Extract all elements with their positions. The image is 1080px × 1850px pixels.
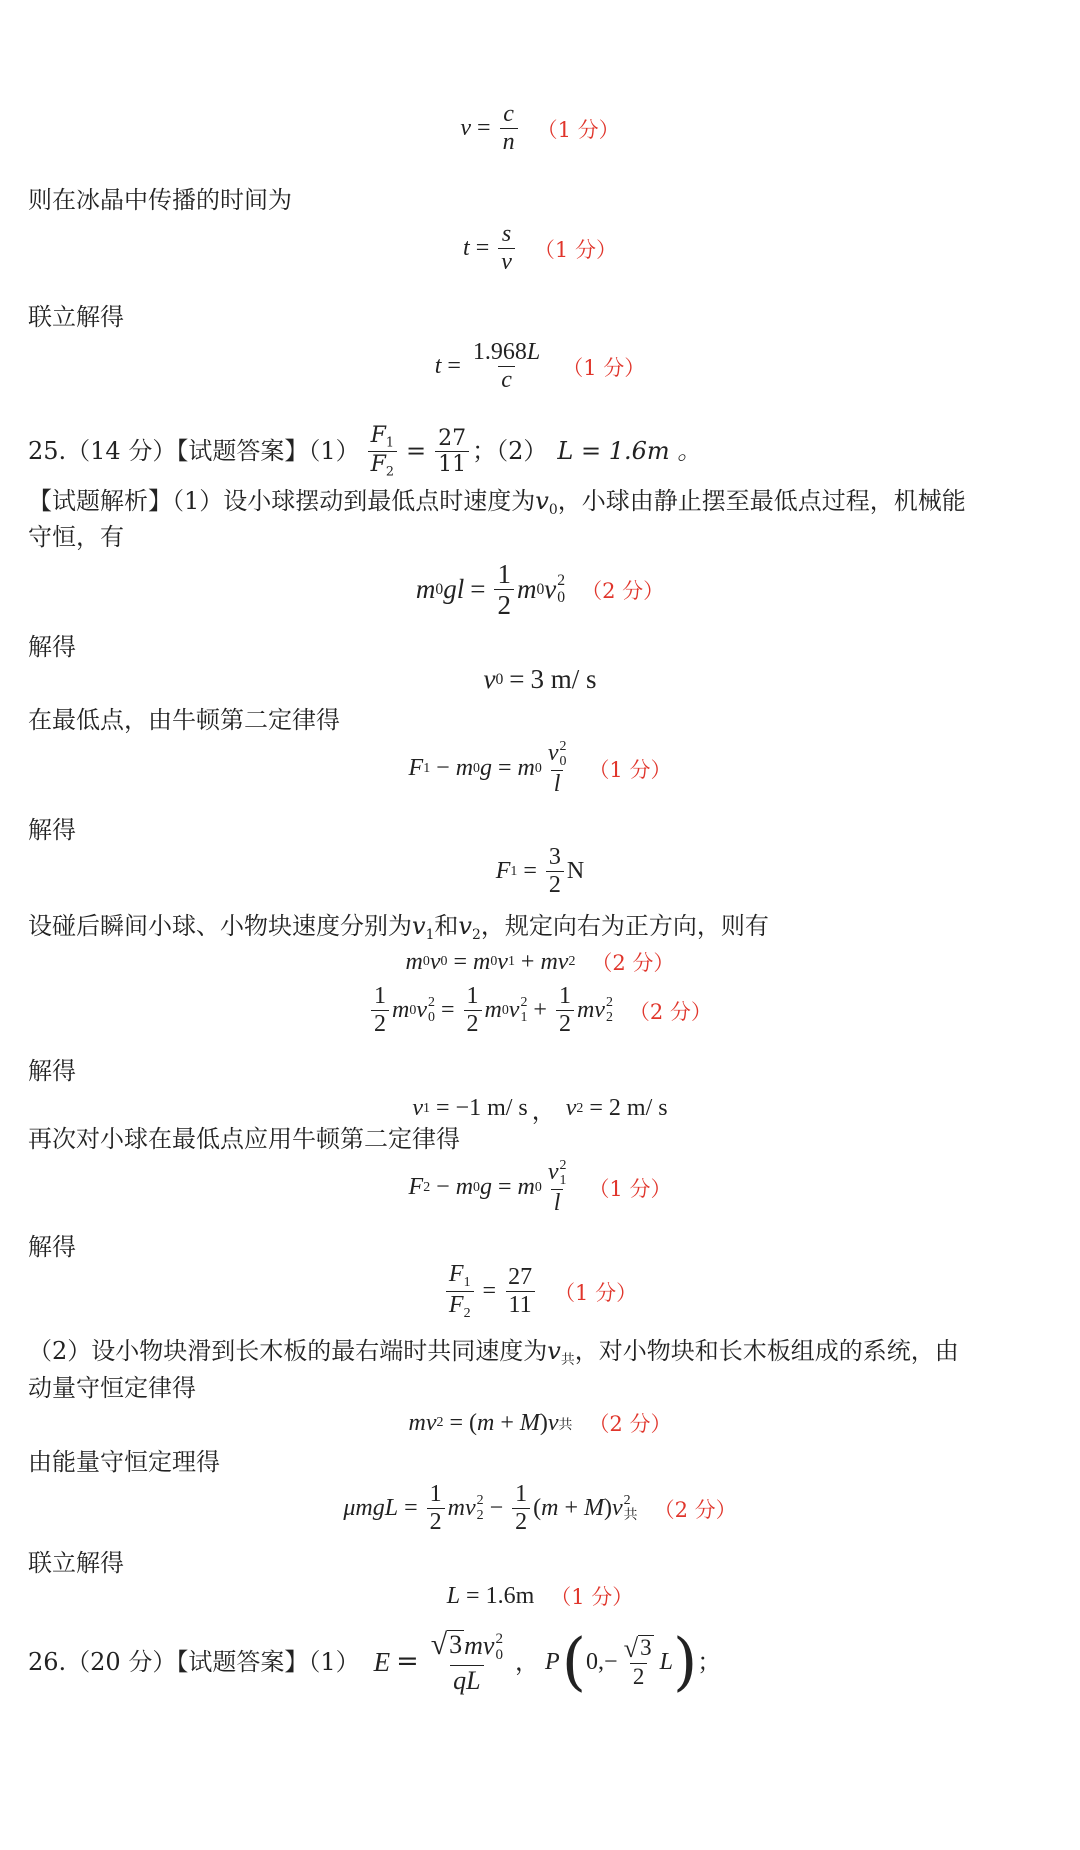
equation-energy-collision: $\frac{1}{2}$ m 0 v 2 0 = $\frac{1}{2}$ m 0 v 2 1 + $\frac{1}{2}$ mv 2 2 （2 分） [0, 984, 1080, 1037]
text-solve: 联立解得 [28, 1549, 124, 1577]
q25-answer-mid: ；（2） [472, 437, 548, 466]
text-solve: 联立解得 [28, 303, 124, 331]
fraction-P: √ 3 2 [623, 1632, 652, 1689]
score-mark: （2 分） [581, 578, 665, 603]
score-mark: （1 分） [550, 1585, 634, 1609]
text-lowest-point: 在最低点，由牛顿第二定律得 [28, 706, 340, 734]
q26-answer-prefix: 26.（20 分）【试题答案】（1） [28, 1648, 360, 1676]
q25-analysis-line2: 守恒，有 [28, 523, 124, 551]
equation-L-result: L = 1.6m （1 分） [446, 1582, 634, 1609]
q25-answer-prefix: 25.（14 分）【试题答案】（1） [28, 437, 360, 466]
text-part2-line1: （2）设小物块滑到长木板的最右端时共同速度为$v_共$，对小物块和长木板组成的系统，由 [28, 1337, 959, 1368]
equation-newton-F2: F 2 − m 0 g = m 0 v 2 1 l （1 分） [408, 1158, 672, 1217]
fraction-E: √ 3 mv 2 0 qL [430, 1627, 504, 1695]
score-mark: （2 分） [653, 1497, 737, 1522]
q25-answer-line: 25.（14 分）【试题答案】（1） $\frac{F_1}{F_2}$ = $\frac{27}{11}$ ；（2） L = 1.6m 。 [28, 423, 702, 480]
equation-v-c-n: v = $\frac{c}{n}$ （1 分） [460, 101, 620, 156]
score-mark: （2 分） [628, 999, 712, 1024]
score-mark: （1 分） [588, 1176, 672, 1201]
equation-energy-conservation: m 0 gl = $\frac{1}{2}$ m 0 v 2 0 （2 分） [415, 559, 665, 621]
score-mark: （1 分） [588, 757, 672, 782]
text-part2-line2: 动量守恒定律得 [28, 1374, 196, 1402]
text-propagation-time: 则在冰晶中传播的时间为 [28, 186, 292, 214]
equation-ratio-result: $\frac{F_1}{F_2}$ = $\frac{27}{11}$ （1 分） [0, 1262, 1080, 1322]
text-energy-conservation: 由能量守恒定理得 [28, 1448, 220, 1476]
score-mark: （1 分） [536, 117, 620, 142]
equation-v0-result: v 0 = 3 m/ s [483, 664, 597, 694]
equation-t-result: t = $\frac{1.968L}{c}$ （1 分） [434, 339, 646, 394]
equation-energy-system: μmgL = $\frac{1}{2}$ mv 2 2 − $\frac{1}{2}$ ( m + M ) v 2 共 （2 分） [343, 1481, 737, 1536]
text-solve: 解得 [28, 1233, 76, 1261]
fraction-F1-F2: $\frac{F_1}{F_2}$ [368, 424, 397, 479]
equation-t-s-v: t = $\frac{s}{v}$ （1 分） [463, 221, 617, 276]
text-again-newton: 再次对小球在最低点应用牛顿第二定律得 [28, 1125, 460, 1153]
q25-analysis-line1: 【试题解析】（1）设小球摆动到最低点时速度为$v_0$，小球由静止摆至最低点过程，机械能 [28, 487, 966, 518]
text-collision: 设碰后瞬间小球、小物块速度分别为$v_1$和$v_2$，规定向右为正方向，则有 [28, 912, 769, 943]
score-mark: （1 分） [533, 237, 617, 262]
equation-v1-v2-result: v 1 = −1 m/ s ， v 2 = 2 m/ s [412, 1095, 668, 1125]
text-solve: 解得 [28, 816, 76, 844]
score-mark: （1 分） [554, 1280, 638, 1305]
equation-F1-result: F 1 = $\frac{3}{2}$ N [495, 844, 585, 899]
q25-answer-part2: L = 1.6m 。 [557, 437, 702, 466]
q26-answer-line: 26.（20 分）【试题答案】（1） E = √ 3 mv 2 0 qL ， P ( 0,− √ 3 2 L ) ； [28, 1624, 722, 1698]
text-solve: 解得 [28, 1057, 76, 1085]
equation-momentum-system: mv 2 = ( m + M ) v 共 （2 分） [408, 1409, 672, 1436]
equation-momentum-collision: m 0 v 0 = m 0 v 1 + mv 2 （2 分） [405, 948, 675, 975]
score-mark: （2 分） [588, 1412, 672, 1436]
fraction-27-11: $\frac{27}{11}$ [435, 427, 469, 476]
score-mark: （2 分） [591, 951, 675, 975]
equation-newton-F1: F 1 − m 0 g = m 0 v 2 0 l （1 分） [408, 739, 672, 798]
score-mark: （1 分） [562, 355, 646, 380]
text-solve: 解得 [28, 633, 76, 661]
